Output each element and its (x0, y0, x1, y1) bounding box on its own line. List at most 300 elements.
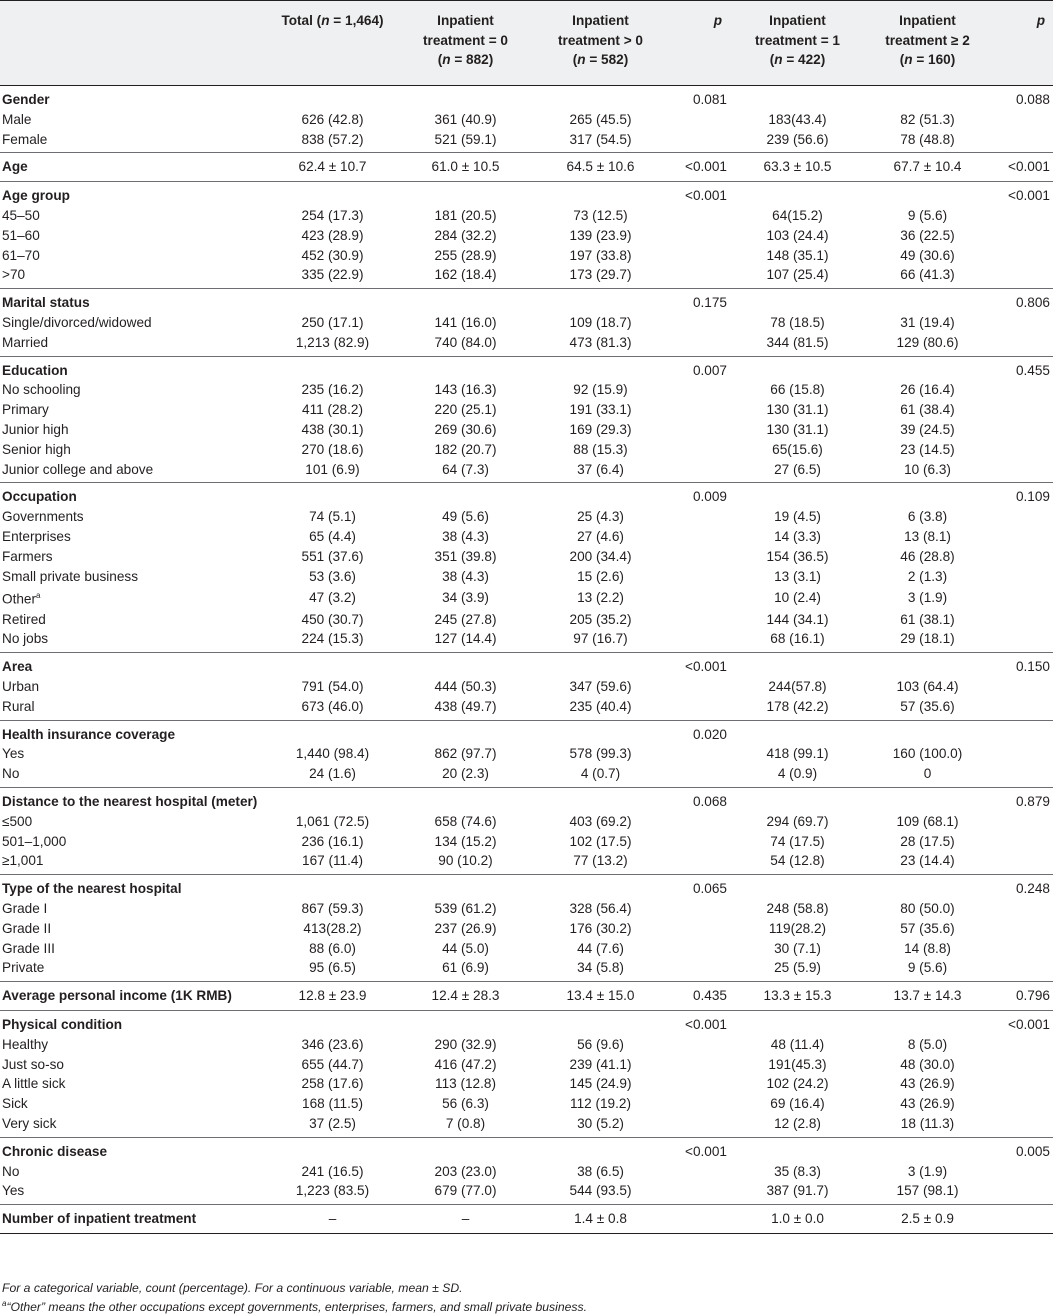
cell-inpatient-gt0: 173 (29.7) (533, 265, 668, 288)
cell-total: 335 (22.9) (267, 265, 398, 288)
group-label: Area (2, 659, 33, 675)
cell-inpatient-0: 740 (84.0) (398, 333, 533, 356)
group-label: Occupation (2, 489, 77, 505)
cell-total: 65 (4.4) (309, 528, 356, 544)
cell-p-value-2 (990, 1205, 1053, 1234)
cell-inpatient-ge2: 160 (100.0) (892, 746, 963, 762)
cell-inpatient-ge2: 36 (22.5) (900, 227, 955, 243)
cell-empty (398, 1137, 533, 1161)
cell-empty (398, 289, 533, 313)
row-label: Sick (2, 1096, 28, 1112)
cell-total: 53 (3.6) (309, 568, 356, 584)
cell-empty (533, 289, 668, 313)
cell-total: 791 (54.0) (301, 679, 364, 695)
cell-inpatient-0: 245 (27.8) (434, 611, 497, 627)
row-label: Very sick (0, 1114, 267, 1137)
cell-inpatient-ge2: 13 (8.1) (904, 528, 951, 544)
row-label: ≤500 (2, 813, 33, 829)
cell-inpatient-0: 113 (12.8) (435, 1076, 496, 1092)
cell-inpatient-gt0: 473 (81.3) (533, 333, 668, 356)
cell-total: 626 (42.8) (301, 111, 364, 127)
cell-inpatient-ge2: 10 (6.3) (865, 460, 990, 483)
cell-p-value-1: 0.007 (692, 362, 727, 378)
cell-total: 241 (16.5) (301, 1163, 364, 1179)
group-row (0, 483, 1053, 507)
cell-inpatient-gt0: 4 (0.7) (533, 764, 668, 787)
cell-empty (865, 86, 990, 110)
cell-total: 438 (30.1) (301, 421, 364, 437)
cell-empty (990, 744, 1053, 764)
cell-p-value-2: <0.001 (1008, 188, 1050, 204)
cell-empty (990, 939, 1053, 959)
row-label: A little sick (2, 1076, 66, 1092)
cell-inpatient-1: 294 (69.7) (766, 813, 829, 829)
cell-empty (990, 1114, 1053, 1137)
cell-inpatient-1: 248 (58.8) (766, 901, 829, 917)
cell-empty (668, 939, 730, 959)
cell-inpatient-gt0: 139 (23.9) (569, 227, 632, 243)
cell-empty (533, 1011, 668, 1035)
row-label: Primary (2, 402, 49, 418)
cell-inpatient-ge2: 49 (30.6) (900, 247, 955, 263)
header-p-value-2: p (990, 1, 1053, 86)
footnote-definition: For a categorical variable, count (percentage). For a continuous variable, mean ± SD. (2, 1281, 463, 1295)
cell-inpatient-0: 181 (20.5) (434, 207, 497, 223)
header-variable (0, 1, 267, 86)
cell-empty (730, 875, 865, 899)
cell-empty (730, 1011, 865, 1035)
cell-empty (990, 110, 1053, 130)
cell-empty (533, 182, 668, 206)
cell-inpatient-ge2: 157 (98.1) (865, 1181, 990, 1204)
row-label: Small private business (2, 568, 138, 584)
header-inpatient-1: Inpatient treatment = 1 (n = 422) (730, 1, 865, 86)
cell-empty (668, 764, 730, 787)
cell-inpatient-1: 119(28.2) (768, 920, 827, 936)
cell-inpatient-gt0: 176 (30.2) (569, 920, 632, 936)
cell-inpatient-ge2: 3 (1.9) (907, 1163, 948, 1179)
cell-p-value-2 (990, 720, 1053, 744)
group-label: Number of inpatient treatment (0, 1205, 267, 1234)
cell-inpatient-ge2: 129 (80.6) (865, 333, 990, 356)
row-label: ≥1,001 (0, 851, 267, 874)
cell-inpatient-ge2: 28 (17.5) (900, 833, 955, 849)
cell-inpatient-1: 10 (2.4) (774, 590, 821, 606)
cell-p-value-1 (668, 1205, 730, 1234)
cell-empty (533, 653, 668, 677)
cell-empty (990, 1035, 1053, 1055)
cell-p-value-1: <0.001 (685, 188, 727, 204)
cell-empty (668, 919, 730, 939)
cell-empty (668, 507, 730, 527)
cell-inpatient-ge2: 57 (35.6) (865, 697, 990, 720)
cell-empty (990, 1055, 1053, 1075)
cell-empty (267, 875, 398, 899)
cell-empty (668, 1055, 730, 1075)
cell-total: 346 (23.6) (301, 1036, 364, 1052)
cell-empty (668, 206, 730, 226)
cell-inpatient-1: 387 (91.7) (730, 1181, 865, 1204)
cell-total: 74 (5.1) (309, 509, 356, 525)
cell-inpatient-1: 244(57.8) (768, 679, 827, 695)
cell-empty (668, 460, 730, 483)
row-label: Rural (0, 697, 267, 720)
cell-empty (668, 1035, 730, 1055)
cell-inpatient-ge2: 78 (48.8) (865, 130, 990, 153)
cell-inpatient-0: 64 (7.3) (398, 460, 533, 483)
group-label: Physical condition (2, 1017, 123, 1032)
group-label: Chronic disease (2, 1143, 108, 1159)
table-row (0, 400, 1053, 420)
cell-inpatient-ge2: 2 (1.3) (907, 568, 948, 584)
row-label: Male (2, 111, 32, 127)
cell-empty (730, 1137, 865, 1161)
cell-p-value-2: 0.879 (1015, 794, 1050, 810)
cell-inpatient-gt0: 112 (19.2) (570, 1096, 631, 1112)
cell-inpatient-gt0: 38 (6.5) (577, 1163, 624, 1179)
cell-empty (533, 720, 668, 744)
cell-empty (990, 333, 1053, 356)
cell-empty (398, 483, 533, 507)
cell-empty (668, 832, 730, 852)
cell-total: 24 (1.6) (267, 764, 398, 787)
cell-inpatient-0: 284 (32.2) (434, 227, 497, 243)
table-row (0, 919, 1053, 939)
cell-inpatient-gt0: 145 (24.9) (569, 1076, 632, 1092)
table-row (0, 812, 1053, 832)
cell-inpatient-1: 66 (15.8) (770, 382, 825, 398)
cell-empty (267, 653, 398, 677)
cell-inpatient-ge2: 48 (30.0) (900, 1056, 955, 1072)
cell-inpatient-0: 127 (14.4) (398, 629, 533, 652)
cell-inpatient-1: 69 (16.4) (770, 1096, 825, 1112)
cell-p-value-1: <0.001 (668, 153, 730, 182)
cell-empty (267, 1137, 398, 1161)
cell-inpatient-ge2: 23 (14.4) (865, 851, 990, 874)
cell-inpatient-gt0: 102 (17.5) (569, 833, 632, 849)
cell-empty (267, 182, 398, 206)
table-row (0, 899, 1053, 919)
cell-p-value-2: 0.455 (1015, 362, 1050, 378)
row-label: Yes (2, 746, 25, 762)
cell-inpatient-gt0: 15 (2.6) (577, 568, 624, 584)
cell-empty (990, 460, 1053, 483)
cell-inpatient-gt0: 77 (13.2) (533, 851, 668, 874)
table-row (0, 507, 1053, 527)
cell-empty (990, 899, 1053, 919)
cell-total: 655 (44.7) (301, 1056, 364, 1072)
table-row (0, 1094, 1053, 1114)
cell-inpatient-0: 61.0 ± 10.5 (398, 153, 533, 182)
cell-empty (865, 875, 990, 899)
cell-inpatient-ge2: 9 (5.6) (865, 958, 990, 981)
group-row (0, 875, 1053, 899)
cell-empty (398, 356, 533, 380)
cell-inpatient-1: 68 (16.1) (730, 629, 865, 652)
cell-empty (990, 440, 1053, 460)
row-label: Married (0, 333, 267, 356)
cell-total: 452 (30.9) (301, 247, 364, 263)
cell-empty (865, 182, 990, 206)
cell-inpatient-0: 237 (26.9) (434, 920, 497, 936)
group-row (0, 982, 1053, 1011)
table-row (0, 313, 1053, 333)
table-row (0, 939, 1053, 959)
group-row (0, 1137, 1053, 1161)
cell-inpatient-1: 130 (31.1) (766, 402, 829, 418)
cell-inpatient-0: 143 (16.3) (434, 382, 497, 398)
cell-total: 47 (3.2) (309, 590, 356, 606)
cell-inpatient-1: 27 (6.5) (730, 460, 865, 483)
cell-total: 1,223 (83.5) (267, 1181, 398, 1204)
cell-p-value-1: 0.175 (692, 295, 727, 311)
group-label: Health insurance coverage (2, 726, 176, 742)
row-label: 61–70 (2, 247, 40, 263)
cell-empty (668, 130, 730, 153)
cell-inpatient-0: 416 (47.2) (434, 1056, 497, 1072)
cell-empty (668, 1074, 730, 1094)
cell-inpatient-ge2: 80 (50.0) (900, 901, 955, 917)
cell-empty (990, 629, 1053, 652)
cell-inpatient-ge2: 29 (18.1) (865, 629, 990, 652)
cell-inpatient-0: 162 (18.4) (398, 265, 533, 288)
cell-empty (990, 851, 1053, 874)
cell-empty (267, 720, 398, 744)
table-row (0, 420, 1053, 440)
cell-inpatient-0: 90 (10.2) (398, 851, 533, 874)
cell-empty (668, 313, 730, 333)
cell-inpatient-0: 679 (77.0) (398, 1181, 533, 1204)
cell-inpatient-0: 12.4 ± 28.3 (398, 982, 533, 1011)
cell-inpatient-1: 107 (25.4) (730, 265, 865, 288)
group-row (0, 1205, 1053, 1234)
cell-empty (668, 246, 730, 266)
cell-inpatient-0: 61 (6.9) (398, 958, 533, 981)
cell-total: 551 (37.6) (301, 548, 364, 564)
cell-empty (668, 1162, 730, 1182)
cell-empty (668, 812, 730, 832)
cell-inpatient-1: 4 (0.9) (730, 764, 865, 787)
cell-inpatient-gt0: 328 (56.4) (569, 901, 632, 917)
cell-p-value-2: 0.248 (1015, 881, 1050, 897)
cell-inpatient-gt0: 13.4 ± 15.0 (533, 982, 668, 1011)
cell-empty (865, 483, 990, 507)
cell-inpatient-ge2: 109 (68.1) (896, 813, 959, 829)
cell-empty (668, 1114, 730, 1137)
cell-inpatient-gt0: 73 (12.5) (573, 207, 628, 223)
cell-empty (533, 356, 668, 380)
cell-inpatient-ge2: 43 (26.9) (900, 1096, 955, 1112)
cell-inpatient-1: 154 (36.5) (766, 548, 829, 564)
cell-empty (533, 86, 668, 110)
cell-inpatient-1: 148 (35.1) (766, 247, 829, 263)
cell-empty (668, 899, 730, 919)
cell-total: 224 (15.3) (267, 629, 398, 652)
cell-empty (990, 507, 1053, 527)
cell-inpatient-gt0: 200 (34.4) (569, 548, 632, 564)
cell-inpatient-1: 64(15.2) (772, 207, 823, 223)
cell-inpatient-0: 444 (50.3) (434, 679, 497, 695)
cell-empty (990, 206, 1053, 226)
cell-inpatient-gt0: 13 (2.2) (577, 590, 624, 606)
table-row (0, 1114, 1053, 1137)
cell-inpatient-gt0: 205 (35.2) (569, 611, 632, 627)
table-row (0, 744, 1053, 764)
header-inpatient-0: Inpatient treatment = 0 (n = 882) (398, 1, 533, 86)
cell-total: 236 (16.1) (301, 833, 364, 849)
cell-empty (730, 483, 865, 507)
cell-inpatient-0: 182 (20.7) (434, 441, 497, 457)
cell-empty (865, 356, 990, 380)
row-label: Senior high (2, 441, 71, 457)
group-row (0, 653, 1053, 677)
cell-inpatient-gt0: 37 (6.4) (533, 460, 668, 483)
cell-total: 1,061 (72.5) (295, 813, 370, 829)
cell-empty (668, 333, 730, 356)
cell-inpatient-1: 130 (31.1) (766, 421, 829, 437)
cell-inpatient-1: 74 (17.5) (770, 833, 825, 849)
cell-inpatient-0: 34 (3.9) (442, 590, 489, 606)
cell-inpatient-1: 48 (11.4) (770, 1036, 825, 1052)
cell-inpatient-gt0: 56 (9.6) (577, 1036, 624, 1052)
table-row (0, 832, 1053, 852)
cell-empty (267, 788, 398, 812)
cell-empty (668, 400, 730, 420)
footnote-marker: a (36, 591, 41, 601)
header-row (0, 1, 1053, 86)
cell-inpatient-0: 361 (40.9) (434, 111, 497, 127)
cell-inpatient-0: 38 (4.3) (442, 568, 489, 584)
cell-empty (668, 744, 730, 764)
cell-empty (533, 875, 668, 899)
cell-total: 168 (11.5) (302, 1096, 363, 1112)
cell-empty (398, 653, 533, 677)
cell-empty (533, 1137, 668, 1161)
table-row (0, 610, 1053, 630)
cell-empty (398, 1011, 533, 1035)
cell-inpatient-gt0: 34 (5.8) (533, 958, 668, 981)
cell-p-value-2: 0.150 (1015, 659, 1050, 675)
table-row (0, 380, 1053, 400)
cell-total: 101 (6.9) (267, 460, 398, 483)
table-row (0, 265, 1053, 288)
cell-inpatient-gt0: 578 (99.3) (569, 746, 632, 762)
cell-total: 37 (2.5) (267, 1114, 398, 1137)
cell-inpatient-1: 13.3 ± 15.3 (730, 982, 865, 1011)
cell-inpatient-ge2: 3 (1.9) (907, 590, 948, 606)
cell-inpatient-gt0: 169 (29.3) (569, 421, 632, 437)
row-label: Female (0, 130, 267, 153)
cell-empty (668, 527, 730, 547)
cell-empty (865, 720, 990, 744)
cell-empty (990, 130, 1053, 153)
cell-p-value-1: <0.001 (685, 1017, 727, 1032)
row-label: Grade I (2, 901, 48, 917)
cell-empty (533, 788, 668, 812)
cell-p-value-2: 0.806 (1015, 295, 1050, 311)
table-row (0, 246, 1053, 266)
cell-inpatient-ge2: 43 (26.9) (900, 1076, 955, 1092)
cell-inpatient-ge2: 26 (16.4) (900, 382, 955, 398)
cell-inpatient-gt0: 191 (33.1) (569, 402, 632, 418)
cell-inpatient-ge2: 9 (5.6) (907, 207, 948, 223)
row-label: Retired (2, 611, 46, 627)
cell-inpatient-0: 351 (39.8) (434, 548, 497, 564)
group-label: Type of the nearest hospital (2, 881, 182, 897)
row-label: No (0, 764, 267, 787)
table-row (0, 567, 1053, 587)
cell-total: 167 (11.4) (267, 851, 398, 874)
row-label: Just so-so (2, 1056, 64, 1072)
cell-empty (990, 812, 1053, 832)
cell-inpatient-1: 103 (24.4) (766, 227, 829, 243)
cell-inpatient-0: 290 (32.9) (434, 1036, 497, 1052)
cell-empty (990, 1074, 1053, 1094)
cell-inpatient-ge2: 61 (38.4) (900, 402, 955, 418)
row-label: Farmers (2, 548, 53, 564)
cell-total: 258 (17.6) (301, 1076, 364, 1092)
cell-total: – (267, 1205, 398, 1234)
cell-inpatient-1: 65(15.6) (772, 441, 823, 457)
row-label: 45–50 (2, 207, 40, 223)
table-row (0, 697, 1053, 720)
cell-inpatient-ge2: 0 (865, 764, 990, 787)
cell-inpatient-gt0: 30 (5.2) (533, 1114, 668, 1137)
cell-empty (267, 1011, 398, 1035)
cell-inpatient-1: 12 (2.8) (730, 1114, 865, 1137)
cell-empty (990, 919, 1053, 939)
table-row (0, 460, 1053, 483)
table-row (0, 527, 1053, 547)
cell-total: 838 (57.2) (267, 130, 398, 153)
cell-total: 673 (46.0) (267, 697, 398, 720)
cell-empty (990, 832, 1053, 852)
cell-inpatient-0: 203 (23.0) (434, 1163, 497, 1179)
cell-p-value-1: <0.001 (685, 659, 727, 675)
cell-inpatient-0: 539 (61.2) (434, 901, 497, 917)
group-label: Age group (2, 188, 70, 204)
group-row (0, 788, 1053, 812)
row-label: Single/divorced/widowed (2, 314, 152, 330)
cell-inpatient-0: 438 (49.7) (398, 697, 533, 720)
table-row (0, 110, 1053, 130)
cell-p-value-1: <0.001 (685, 1143, 727, 1159)
row-label: Grade II (2, 920, 52, 936)
cell-inpatient-1: 78 (18.5) (770, 314, 825, 330)
cell-inpatient-ge2: 8 (5.0) (907, 1036, 948, 1052)
cell-total: 450 (30.7) (301, 611, 364, 627)
cell-inpatient-ge2: 57 (35.6) (900, 920, 955, 936)
cell-total: 423 (28.9) (301, 227, 364, 243)
group-row (0, 289, 1053, 313)
cell-empty (668, 629, 730, 652)
cell-p-value-2: 0.109 (1015, 489, 1050, 505)
cell-inpatient-0: 141 (16.0) (434, 314, 497, 330)
table-row (0, 1074, 1053, 1094)
row-label: No jobs (0, 629, 267, 652)
cell-inpatient-0: 658 (74.6) (434, 813, 497, 829)
cell-empty (668, 586, 730, 609)
cell-inpatient-0: 255 (28.9) (434, 247, 497, 263)
cell-inpatient-ge2: 6 (3.8) (907, 509, 948, 525)
cell-inpatient-1: 239 (56.6) (730, 130, 865, 153)
cell-p-value-2: 0.088 (1015, 92, 1050, 107)
cell-empty (990, 313, 1053, 333)
cell-p-value-2: 0.005 (1015, 1143, 1050, 1159)
cell-p-value-1: 0.065 (692, 881, 727, 897)
cell-empty (990, 527, 1053, 547)
cell-empty (668, 958, 730, 981)
